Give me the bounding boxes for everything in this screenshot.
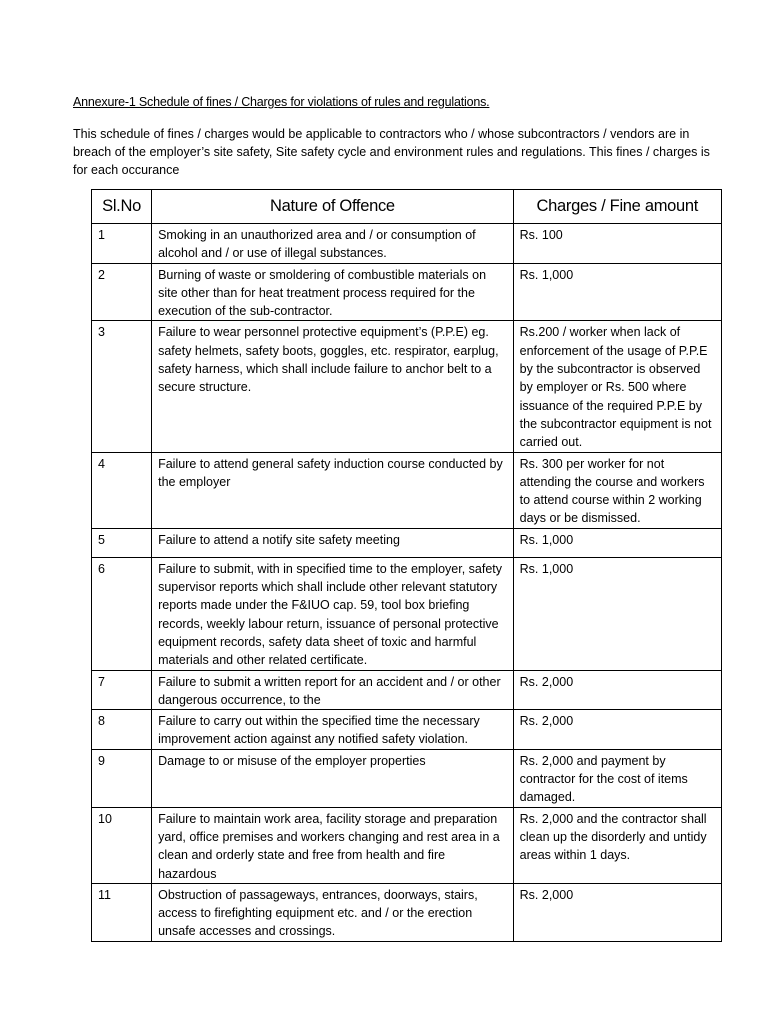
charge-cell: Rs. 100	[513, 224, 721, 264]
row-number: 4	[92, 452, 152, 528]
charge-cell: Rs. 2,000 and the contractor shall clean up the disorderly and untidy areas within 1 days.	[513, 807, 721, 883]
table-row	[92, 321, 722, 452]
charge-cell: Rs. 1,000	[513, 263, 721, 321]
offence-cell: Failure to submit, with in specified time to the employer, safety supervisor reports which shall include other relevant statutory reports made under the F&IUO cap. 59, tool box briefing records, weekly labour return, issuance of personal protective equipment records, safety data sheet of toxic and harmful materials and other related certificate.	[152, 557, 514, 670]
table-header-row	[92, 190, 722, 224]
offence-cell: Failure to wear personnel protective equipment’s (P.P.E) eg. safety helmets, safety boots, goggles, etc. respirator, earplug, safety harness, which shall include failure to anchor belt to a secure structure.	[152, 321, 514, 452]
offence-cell: Failure to submit a written report for an accident and / or other dangerous occurrence, to the	[152, 670, 514, 710]
fines-table	[91, 189, 722, 942]
charge-cell: Rs. 2,000	[513, 670, 721, 710]
charge-cell: Rs. 1,000	[513, 528, 721, 557]
table-row	[92, 528, 722, 557]
offence-cell: Obstruction of passageways, entrances, doorways, stairs, access to firefighting equipment etc. and / or the erection unsafe accesses and crossings.	[152, 883, 514, 941]
table-row	[92, 807, 722, 883]
column-header-offence: Nature of Offence	[152, 190, 514, 224]
table-row	[92, 263, 722, 321]
charge-cell: Rs. 300 per worker for not attending the course and workers to attend course within 2 working days or be dismissed.	[513, 452, 721, 528]
row-number: 11	[92, 883, 152, 941]
table-row	[92, 224, 722, 264]
column-header-slno: Sl.No	[92, 190, 152, 224]
table-row	[92, 452, 722, 528]
table-row	[92, 749, 722, 807]
table-row	[92, 557, 722, 670]
charge-cell: Rs.200 / worker when lack of enforcement of the usage of P.P.E by the subcontractor is observed by employer or Rs. 500 where issuance of the required P.P.E by the subcontractor equipment is not carried out.	[513, 321, 721, 452]
offence-cell: Failure to maintain work area, facility storage and preparation yard, office premises and workers changing and rest area in a clean and orderly state and free from health and fire hazardous	[152, 807, 514, 883]
intro-paragraph: This schedule of fines / charges would be applicable to contractors who / whose subcontractors / vendors are in breach of the employer’s site safety, Site safety cycle and environment rules and regulations. This fines / charges is for each occurance	[73, 127, 710, 177]
table-row	[92, 883, 722, 941]
table-row	[92, 670, 722, 710]
offence-cell: Smoking in an unauthorized area and / or consumption of alcohol and / or use of illegal substances.	[152, 224, 514, 264]
row-number: 2	[92, 263, 152, 321]
row-number: 3	[92, 321, 152, 452]
charge-cell: Rs. 2,000	[513, 710, 721, 750]
document-heading: Annexure-1 Schedule of fines / Charges for violations of rules and regulations.	[73, 95, 490, 109]
row-number: 6	[92, 557, 152, 670]
offence-cell: Failure to attend a notify site safety meeting	[152, 528, 514, 557]
charge-cell: Rs. 2,000	[513, 883, 721, 941]
row-number: 8	[92, 710, 152, 750]
row-number: 1	[92, 224, 152, 264]
offence-cell: Failure to carry out within the specified time the necessary improvement action against any notified safety violation.	[152, 710, 514, 750]
row-number: 7	[92, 670, 152, 710]
charge-cell: Rs. 2,000 and payment by contractor for the cost of items damaged.	[513, 749, 721, 807]
row-number: 9	[92, 749, 152, 807]
table-row	[92, 710, 722, 750]
offence-cell: Burning of waste or smoldering of combustible materials on site other than for heat treatment process required for the execution of the sub-contractor.	[152, 263, 514, 321]
column-header-charges: Charges / Fine amount	[513, 190, 721, 224]
offence-cell: Damage to or misuse of the employer properties	[152, 749, 514, 807]
row-number: 5	[92, 528, 152, 557]
row-number: 10	[92, 807, 152, 883]
offence-cell: Failure to attend general safety induction course conducted by the employer	[152, 452, 514, 528]
charge-cell: Rs. 1,000	[513, 557, 721, 670]
